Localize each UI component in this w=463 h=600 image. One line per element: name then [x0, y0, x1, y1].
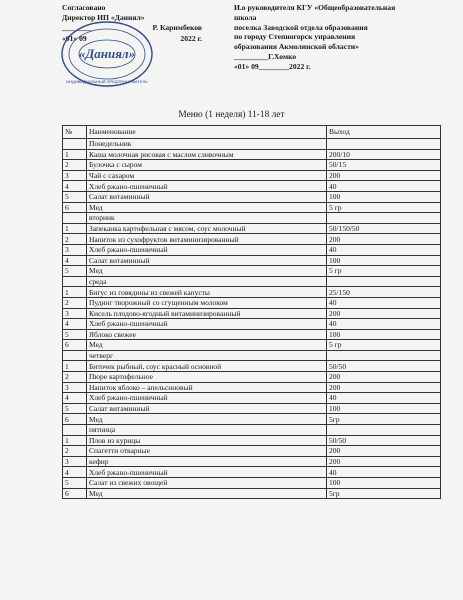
dish-name: Чай с сахаром [87, 170, 327, 181]
row-number: 5 [63, 478, 87, 489]
table-row [63, 361, 441, 372]
day-name: Понедельник [87, 139, 327, 150]
row-number: 6 [63, 414, 87, 425]
day-cell-empty [63, 139, 87, 150]
dish-name: кефир [87, 456, 327, 467]
dish-yield: 40 [327, 297, 441, 308]
dish-name: Напиток из сухофруктов витаминизированный [87, 234, 327, 245]
director-name: Р. Каримбеков [152, 23, 202, 33]
day-name: пятница [87, 425, 327, 436]
date-day-month: «01» 09 [62, 33, 87, 43]
dish-yield: 100 [327, 403, 441, 414]
table-row [63, 393, 441, 404]
region-line: образования Акмолинской области» [234, 42, 359, 52]
row-number: 4 [63, 393, 87, 404]
head-title: И.о руководителя КГУ «Общеобразовательная [234, 3, 396, 12]
dish-yield: 200/10 [327, 149, 441, 160]
table-row [63, 456, 441, 467]
dish-name: Пюре картофельное [87, 372, 327, 383]
dish-yield: 40 [327, 181, 441, 192]
dish-name: Яблоко свежее [87, 329, 327, 340]
dish-name: Хлеб ржано-пшеничный [87, 244, 327, 255]
table-row [63, 467, 441, 478]
stamp-seal-icon [60, 20, 154, 88]
row-number: 6 [63, 202, 87, 213]
page-title: Меню (1 неделя) 11-18 лет [178, 110, 285, 120]
day-cell-empty [63, 425, 87, 436]
table-row [63, 170, 441, 181]
dish-name: Мед [87, 414, 327, 425]
table-row [63, 181, 441, 192]
row-number: 6 [63, 488, 87, 499]
approval-label: Согласовано [62, 3, 106, 12]
row-number: 2 [63, 372, 87, 383]
table-row [63, 340, 441, 351]
dish-name: Пудинг творожный со сгущенным молоком [87, 297, 327, 308]
dish-yield: 200 [327, 446, 441, 457]
table-row [63, 244, 441, 255]
dish-name: Мед [87, 202, 327, 213]
table-row [63, 297, 441, 308]
day-name: среда [87, 276, 327, 287]
table-row [63, 329, 441, 340]
table-row [63, 488, 441, 499]
dish-yield: 50/50 [327, 435, 441, 446]
dept-line: поселка Заводской отдела образования [234, 22, 368, 32]
dish-yield: 100 [327, 478, 441, 489]
table-row [63, 319, 441, 330]
dish-yield: 100 [327, 329, 441, 340]
city-line: по городу Степногорск управления [234, 32, 356, 42]
dish-name: Бигус из говядины из свежей капусты [87, 287, 327, 298]
dish-name: Спагетти отварные [87, 446, 327, 457]
row-number: 4 [63, 319, 87, 330]
dish-yield: 200 [327, 308, 441, 319]
table-row [63, 223, 441, 234]
dish-name: Хлеб ржано-пшеничный [87, 319, 327, 330]
dish-name: Булочка с сыром [87, 160, 327, 171]
dish-yield: 50/150/50 [327, 223, 441, 234]
day-row [63, 276, 441, 287]
dish-name: Салат витаминный [87, 403, 327, 414]
dish-name: Запеканка картофельная с мясом, соус молочный [87, 223, 327, 234]
director-title: Директор ИП «Даниял» [62, 13, 145, 23]
dish-name: Салат из свежих овощей [87, 478, 327, 489]
svg-text:ИНДИВИДУАЛЬНЫЙ ПРЕДПРИНИМАТЕЛЬ: ИНДИВИДУАЛЬНЫЙ ПРЕДПРИНИМАТЕЛЬ [66, 79, 148, 84]
day-cell-empty [327, 139, 441, 150]
table-row [63, 372, 441, 383]
dish-name: Кисель плодово-ягодный витаминизированный [87, 308, 327, 319]
table-header-row [63, 126, 441, 139]
dish-yield: 200 [327, 372, 441, 383]
dish-yield: 40 [327, 319, 441, 330]
day-cell-empty [327, 213, 441, 224]
day-cell-empty [63, 350, 87, 361]
row-number: 4 [63, 467, 87, 478]
day-row [63, 213, 441, 224]
row-number: 6 [63, 340, 87, 351]
dish-yield: 25/150 [327, 287, 441, 298]
row-number: 2 [63, 297, 87, 308]
col-number-header: № [63, 126, 87, 139]
date-year: 2022 г. [180, 33, 202, 43]
dish-yield: 40 [327, 467, 441, 478]
menu-table [62, 125, 441, 499]
signature-head: _________Г.Хомко [234, 51, 297, 61]
signature-line: ________ [62, 23, 93, 33]
table-row [63, 266, 441, 277]
dish-yield: 100 [327, 191, 441, 202]
row-number: 2 [63, 234, 87, 245]
dish-name: Салат витаминный [87, 255, 327, 266]
dish-yield: 200 [327, 170, 441, 181]
school-word: школа [234, 12, 257, 22]
table-row [63, 255, 441, 266]
dish-yield: 50/50 [327, 361, 441, 372]
day-cell-empty [327, 425, 441, 436]
day-cell-empty [327, 276, 441, 287]
table-row [63, 382, 441, 393]
table-row [63, 149, 441, 160]
table-row [63, 287, 441, 298]
table-row [63, 191, 441, 202]
row-number: 1 [63, 149, 87, 160]
table-row [63, 234, 441, 245]
dish-name: Напиток яблоко – апельсиновый [87, 382, 327, 393]
row-number: 3 [63, 456, 87, 467]
dish-yield: 100 [327, 255, 441, 266]
dish-name: Хлеб ржано-пшеничный [87, 181, 327, 192]
row-number: 2 [63, 446, 87, 457]
row-number: 1 [63, 361, 87, 372]
row-number: 4 [63, 181, 87, 192]
date-right: «01» 09________2022 г. [234, 61, 311, 71]
dish-yield: 5 гр [327, 266, 441, 277]
table-row [63, 403, 441, 414]
dish-name: Мед [87, 488, 327, 499]
dish-name: Каша молочная рисовая с маслом сливочным [87, 149, 327, 160]
row-number: 4 [63, 255, 87, 266]
row-number: 5 [63, 403, 87, 414]
dish-yield: 5 гр [327, 340, 441, 351]
day-name: четверг [87, 350, 327, 361]
row-number: 5 [63, 329, 87, 340]
table-row [63, 446, 441, 457]
dish-name: Биточек рыбный, соус красный основной [87, 361, 327, 372]
row-number: 3 [63, 308, 87, 319]
col-name-header: Наименование [87, 126, 327, 139]
day-row [63, 350, 441, 361]
row-number: 3 [63, 244, 87, 255]
menu-body [63, 139, 441, 499]
row-number: 1 [63, 223, 87, 234]
row-number: 1 [63, 435, 87, 446]
svg-text:«Даниял»: «Даниял» [78, 46, 136, 61]
dish-yield: 40 [327, 393, 441, 404]
day-row [63, 425, 441, 436]
day-cell-empty [63, 276, 87, 287]
table-row [63, 160, 441, 171]
row-number: 5 [63, 191, 87, 202]
table-row [63, 414, 441, 425]
day-cell-empty [63, 213, 87, 224]
day-name: вторник [87, 213, 327, 224]
dish-name: Плов из курицы [87, 435, 327, 446]
approval-block-right [234, 3, 434, 72]
dish-name: Хлеб ржано-пшеничный [87, 393, 327, 404]
dish-yield: 40 [327, 244, 441, 255]
table-row [63, 478, 441, 489]
dish-yield: 50/15 [327, 160, 441, 171]
dish-yield: 5 гр [327, 202, 441, 213]
table-row [63, 308, 441, 319]
dish-yield: 200 [327, 456, 441, 467]
row-number: 3 [63, 382, 87, 393]
dish-yield: 200 [327, 382, 441, 393]
dish-name: Мед [87, 266, 327, 277]
day-cell-empty [327, 350, 441, 361]
dish-yield: 5гр [327, 488, 441, 499]
col-yield-header: Выход [327, 126, 441, 139]
day-row [63, 139, 441, 150]
table-row [63, 435, 441, 446]
dish-name: Салат витаминный [87, 191, 327, 202]
row-number: 3 [63, 170, 87, 181]
row-number: 5 [63, 266, 87, 277]
table-row [63, 202, 441, 213]
row-number: 1 [63, 287, 87, 298]
dish-yield: 200 [327, 234, 441, 245]
dish-name: Мед [87, 340, 327, 351]
dish-yield: 5гр [327, 414, 441, 425]
row-number: 2 [63, 160, 87, 171]
dish-name: Хлеб ржано-пшеничный [87, 467, 327, 478]
